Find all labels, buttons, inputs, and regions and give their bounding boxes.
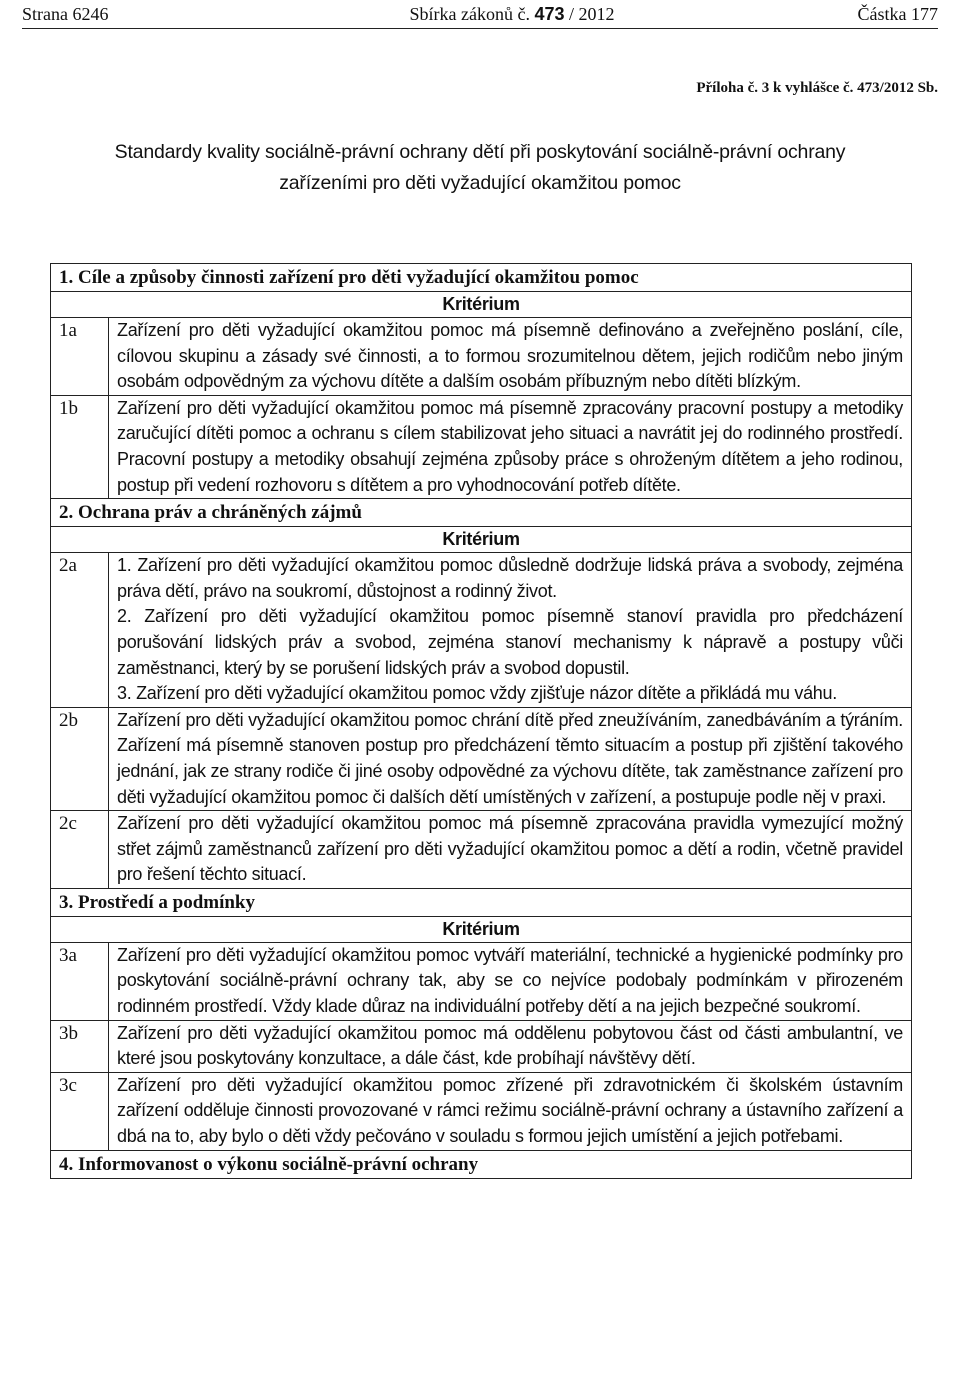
criterion-row	[51, 1020, 912, 1072]
criterion-header: Kritérium	[51, 292, 912, 318]
criterion-text	[109, 942, 912, 1020]
criterion-code: 1b	[51, 395, 109, 498]
criterion-row	[51, 318, 912, 396]
collection-prefix: Sbírka zákonů č.	[409, 4, 530, 24]
criterion-header-row	[51, 916, 912, 942]
criterion-text	[109, 1072, 912, 1150]
criterion-paragraph: Zařízení pro děti vyžadující okamžitou pomoc zřízené při zdravotnickém či školském ústavním zařízení odděluje činnosti provozované v rámci režimu sociálně-právní ochrany a ústavního zařízení a dbá na to, aby bylo o děti vždy pečováno v souladu s formou jejich umístění a jejich potřebami.	[117, 1074, 903, 1147]
collection-year: / 2012	[569, 4, 615, 24]
criterion-paragraph: Zařízení pro děti vyžadující okamžitou pomoc má písemně definováno a zveřejněno poslání, cíle, cílovou skupinu a zásady své činnosti, a to formou srozumitelnou dětem, jejich rodičům nebo jiným osobám odpovědným za výchovu dítěte a dalším osobám příbuzným nebo dítěti blízkým.	[117, 320, 903, 392]
section-heading: 3. Prostředí a podmínky	[51, 888, 912, 916]
criterion-paragraph: Zařízení pro děti vyžadující okamžitou pomoc chrání dítě před zneužíváním, zanedbáváním a týráním. Zařízení má písemně stanoven postup pro předcházení těmto situacím a postup při zjištění takového jednání, jak ze strany rodiče či jiné osoby odpovědné za výchovu dítěte, tak zaměstnance zařízení pro děti vyžadující okamžitou pomoc či dalších dětí umístěných v zařízení, a postupuje podle něj v praxi.	[117, 709, 903, 807]
criterion-text	[109, 707, 912, 810]
section-heading-row	[51, 1150, 912, 1178]
criterion-paragraph: Zařízení pro děti vyžadující okamžitou pomoc má písemně zpracovány pracovní postupy a metodiky zaručující dítěti pomoc a ochranu s cílem stabilizovat jeho situaci a navrátit jej do rodinného prostředí. Pracovní postupy a metodiky obsahují zejména způsoby práce s ohroženým dítětem a jeho rodinou, postup při vedení rozhovoru s dítětem a pro vyhodnocování potřeb dítěte.	[117, 397, 903, 495]
page-number: Strana 6246	[22, 4, 109, 24]
criterion-header: Kritérium	[51, 527, 912, 553]
section-heading: 2. Ochrana práv a chráněných zájmů	[51, 499, 912, 527]
section-heading-row	[51, 499, 912, 527]
criterion-text	[109, 811, 912, 889]
criterion-paragraph: 2. Zařízení pro děti vyžadující okamžitou pomoc písemně stanoví pravidla pro předcházení porušování lidských práv a svobod, zejména stanoví mechanismy k nápravě a postupy vůči zaměstnanci, který by se porušení lidských práv a svobod dopustil.	[117, 606, 903, 678]
criterion-code: 3b	[51, 1020, 109, 1072]
criterion-row	[51, 707, 912, 810]
criterion-paragraph: Zařízení pro děti vyžadující okamžitou pomoc vytváří materiální, technické a hygienické podmínky pro poskytování sociálně-právní ochrany tak, aby se co nejvíce podobaly podmínkám v přirozeném rodinném prostředí. Vždy klade důraz na individuální potřeby dětí a na jejich bezpečné soukromí.	[117, 944, 903, 1017]
criterion-row	[51, 395, 912, 498]
criterion-text	[109, 553, 912, 708]
criterion-row	[51, 811, 912, 889]
section-heading-row	[51, 888, 912, 916]
collection-title	[352, 4, 672, 25]
standards-table	[50, 263, 912, 1179]
title-line-2: zařízeními pro děti vyžadující okamžitou pomoc	[279, 172, 681, 194]
criterion-header: Kritérium	[51, 916, 912, 942]
section-heading: 1. Cíle a způsoby činnosti zařízení pro děti vyžadující okamžitou pomoc	[51, 264, 912, 292]
criterion-row	[51, 553, 912, 708]
page-title	[40, 137, 920, 199]
section-heading-row	[51, 264, 912, 292]
criterion-text	[109, 1020, 912, 1072]
title-line-1: Standardy kvality sociálně-právní ochrany dětí při poskytování sociálně-právní ochrany	[114, 141, 846, 163]
criterion-paragraph: Zařízení pro děti vyžadující okamžitou pomoc má oddělenu pobytovou část od části ambulantní, ve které jsou poskytovány konzultace, a dále část, kde probíhají návštěvy dětí.	[117, 1022, 903, 1069]
annex-label: Příloha č. 3 k vyhlášce č. 473/2012 Sb.	[696, 80, 938, 96]
criterion-code: 2b	[51, 707, 109, 810]
collection-number: 473	[534, 4, 565, 24]
criterion-code: 2a	[51, 553, 109, 708]
criterion-header-row	[51, 292, 912, 318]
section-heading: 4. Informovanost o výkonu sociálně-právní ochrany	[51, 1150, 912, 1178]
criterion-text	[109, 318, 912, 396]
criterion-paragraph: 1. Zařízení pro děti vyžadující okamžitou pomoc důsledně dodržuje lidská práva a svobody, zejména práva dětí, právo na soukromí, důstojnost a rodinný život.	[117, 555, 903, 601]
criterion-paragraph: 3. Zařízení pro děti vyžadující okamžitou pomoc vždy zjišťuje názor dítěte a přikládá mu váhu.	[117, 683, 837, 704]
page-header	[22, 4, 938, 29]
criterion-paragraph: Zařízení pro děti vyžadující okamžitou pomoc má písemně zpracována pravidla vymezující možný střet zájmů zaměstnanců zařízení pro děti vyžadující okamžitou pomoc a dětí a rodin, včetně pravidel pro řešení těchto situací.	[117, 813, 903, 885]
criterion-code: 3a	[51, 942, 109, 1020]
criterion-row	[51, 1072, 912, 1150]
part-number: Částka 177	[857, 4, 938, 24]
criterion-row	[51, 942, 912, 1020]
criterion-code: 3c	[51, 1072, 109, 1150]
criterion-code: 1a	[51, 318, 109, 396]
criterion-text	[109, 395, 912, 498]
criterion-header-row	[51, 527, 912, 553]
criterion-code: 2c	[51, 811, 109, 889]
